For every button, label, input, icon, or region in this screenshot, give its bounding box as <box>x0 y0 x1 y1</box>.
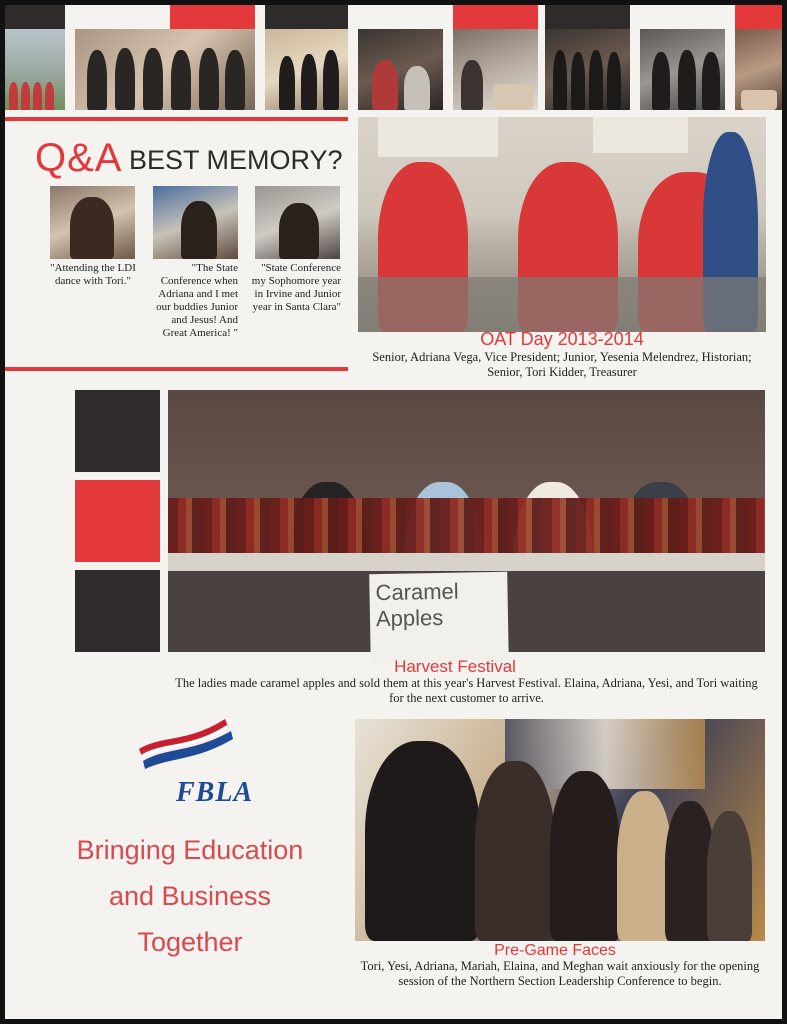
top-red-tab-2 <box>453 5 538 29</box>
sign-line-1: Caramel <box>375 578 459 606</box>
pregame-caption: Tori, Yesi, Adriana, Mariah, Elaina, and Meghan wait anxiously for the opening session of the Northern Section Leadership Conference to begin. <box>360 959 760 988</box>
qa-label: Q&A <box>35 136 123 180</box>
top-photo-8 <box>735 29 782 110</box>
top-photo-7 <box>640 29 725 110</box>
caramel-apples-sign <box>369 572 509 664</box>
qa-portrait-3 <box>255 186 340 259</box>
top-photo-6 <box>545 29 630 110</box>
top-dark-tab-2 <box>265 5 348 29</box>
harvest-title: Harvest Festival <box>394 657 516 676</box>
pregame-title: Pre-Game Faces <box>494 942 616 959</box>
oat-day-title: OAT Day 2013-2014 <box>480 329 644 349</box>
qa-question: BEST MEMORY? <box>129 145 343 175</box>
fbla-wordmark: FBLA <box>176 777 254 808</box>
red-divider-upper <box>5 117 348 121</box>
top-photo-4 <box>358 29 443 110</box>
slogan-line-1: Bringing Education <box>76 835 304 865</box>
sign-line-2: Apples <box>375 604 444 632</box>
harvest-block-dark-top <box>75 390 160 472</box>
top-photo-3 <box>265 29 348 110</box>
slogan-line-3: Together <box>137 927 243 957</box>
harvest-caption: The ladies made caramel apples and sold them at this year's Harvest Festival. Elaina, Adriana, Yesi, and Tori waiting for the next customer to arrive. <box>175 676 758 705</box>
slogan-line-2: and Business <box>108 881 272 911</box>
harvest-block-dark-bottom <box>75 570 160 652</box>
top-photo-1 <box>5 29 65 110</box>
harvest-block-red <box>75 480 160 562</box>
top-photo-5 <box>453 29 538 110</box>
qa-portrait-1 <box>50 186 135 259</box>
qa-portrait-2 <box>153 186 238 259</box>
fbla-flag-icon <box>137 717 237 772</box>
top-dark-tab-1 <box>5 5 65 29</box>
yearbook-page <box>5 5 782 1019</box>
fbla-slogan <box>55 827 325 965</box>
top-red-tab-1 <box>170 5 255 29</box>
qa-answer-1: "Attending the LDI dance with Tori." <box>50 262 136 287</box>
qa-answer-2: "The State Conference when Adriana and I met our buddies Junior and Jesus! And Great America! " <box>156 262 238 339</box>
pregame-faces-photo <box>355 719 765 941</box>
oat-day-caption: Senior, Adriana Vega, Vice President; Junior, Yesenia Melendrez, Historian; Senior, Tori Kidder, Treasurer <box>372 350 752 379</box>
top-red-tab-3 <box>735 5 782 29</box>
top-photo-2 <box>75 29 255 110</box>
top-dark-tab-3 <box>545 5 630 29</box>
qa-answer-3: "State Conference my Sophomore year in Irvine and Junior year in Santa Clara" <box>251 262 341 313</box>
red-divider-middle <box>5 367 348 371</box>
oat-day-photo <box>358 117 766 332</box>
